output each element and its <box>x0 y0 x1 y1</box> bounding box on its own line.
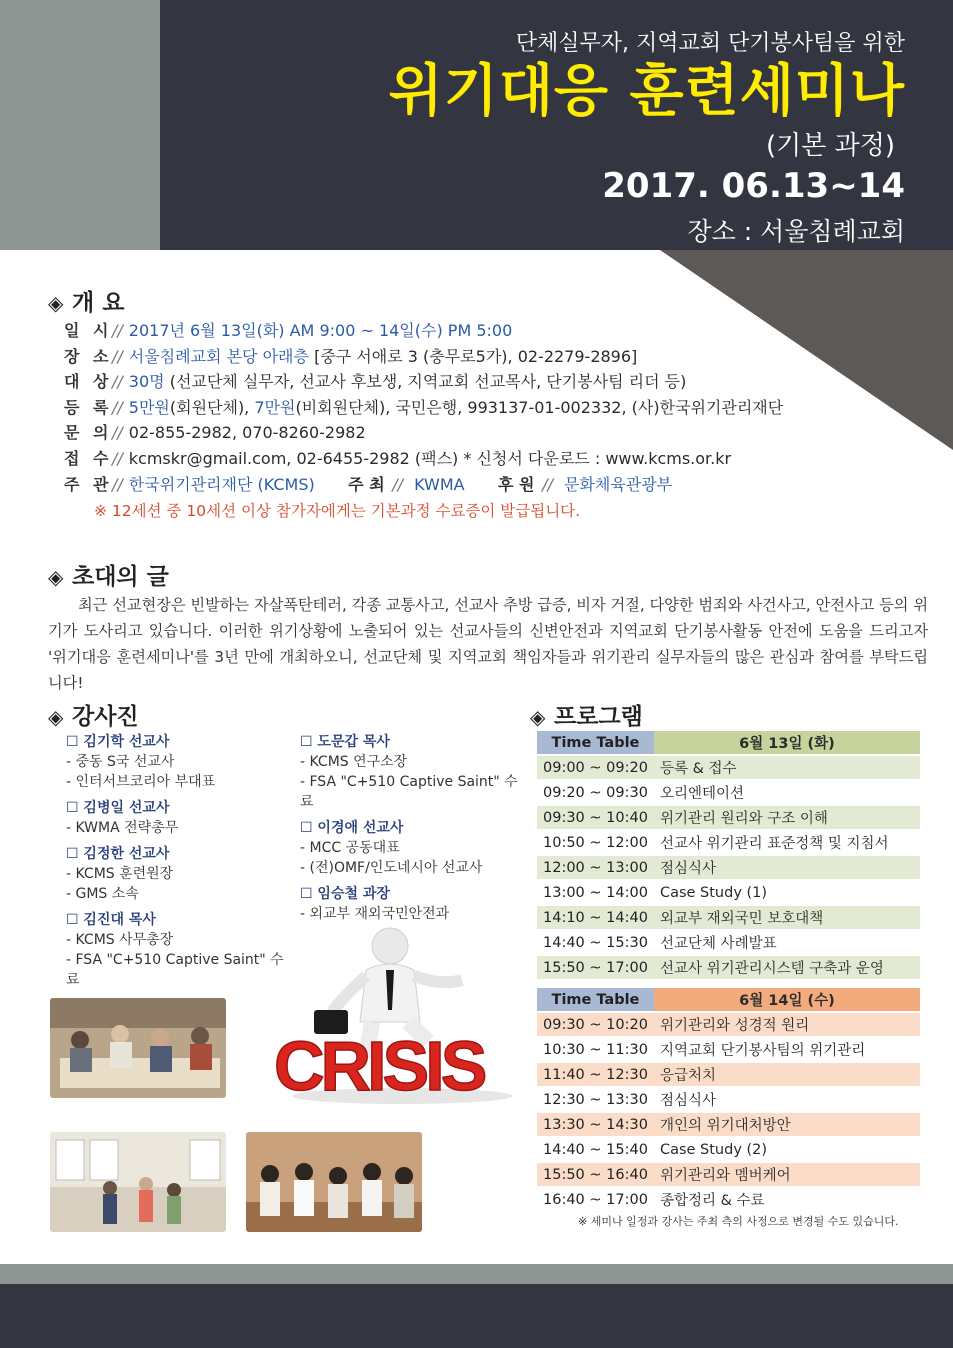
session-title: 위기관리 원리와 구조 이해 <box>654 805 920 830</box>
table-row <box>537 1162 920 1187</box>
session-time: 11:40 ~ 12:30 <box>537 1062 654 1087</box>
course-label: (기본 과정) <box>765 131 895 161</box>
header-grey-block <box>0 0 160 250</box>
speaker-detail: - MCC 공동대표 <box>300 840 400 856</box>
invitation-body: 최근 선교현장은 빈발하는 자살폭탄테러, 각종 교통사고, 선교사 추방 급증, 비자 거절, 다양한 범죄와 사건사고, 안전사고 등의 위기가 도사리고 있습니다. 이러한 위기상황에 노출되어 있는 선교사들의 신변안전과 지역교회 단기봉사활동 안전에 도움을 드리고자 '위기대응 훈련세미나'를 3년 만에 개최하오니, 선교단체 및 지역교회 책임자들과 위기관리 실무자들의 많은 관심과 참여를 부탁드립니다! <box>48 596 928 692</box>
table-row <box>537 1137 920 1162</box>
speaker-detail: - 중동 S국 선교사 <box>66 754 175 770</box>
overview-label: 등 록 <box>64 397 113 417</box>
session-title: 점심식사 <box>654 855 920 880</box>
overview-heading: ◈ 개 요 <box>48 290 125 316</box>
separator-mark: // <box>112 397 123 417</box>
session-title: 오리엔테이션 <box>654 780 920 805</box>
diamond-icon: ◈ <box>530 705 546 729</box>
overview-value: 2017년 6월 13일(화) AM 9:00 ~ 14일(수) PM 5:00 <box>128 321 513 340</box>
overview-value: (회원단체), <box>169 397 255 417</box>
seminar-venue: 장소 : 서울침례교회 <box>687 217 905 246</box>
speaker-detail: - KCMS 사무총장 <box>66 932 174 948</box>
overview-row <box>64 472 924 498</box>
speaker-detail: - FSA "C+510 Captive Saint" 수료 <box>300 774 518 810</box>
session-title: 선교사 위기관리시스템 구축과 운영 <box>654 955 920 980</box>
speaker-name: ☐ 도문갑 목사 <box>300 734 390 750</box>
speaker-name: ☐ 임승철 과장 <box>300 886 390 902</box>
header-text-block <box>389 18 905 248</box>
separator-mark: // <box>112 372 123 392</box>
seminar-photo-3 <box>246 1132 422 1232</box>
overview-value: // <box>542 474 553 494</box>
table-row <box>537 1187 920 1212</box>
session-title: 종합정리 & 수료 <box>654 1187 920 1212</box>
overview-value: 주 최 <box>314 474 391 494</box>
table-row <box>537 1112 920 1137</box>
overview-row <box>64 318 924 344</box>
speaker-detail: - KCMS 훈련원장 <box>66 866 174 882</box>
session-title: 응급처치 <box>654 1062 920 1087</box>
diamond-icon: ◈ <box>48 705 64 729</box>
session-time: 10:30 ~ 11:30 <box>537 1037 654 1062</box>
crisis-text: CRISIS <box>274 1027 484 1105</box>
session-title: 지역교회 단기봉사팀의 위기관리 <box>654 1037 920 1062</box>
speaker-detail: - GMS 소속 <box>66 886 139 902</box>
overview-row <box>64 420 924 446</box>
seminar-photo-1 <box>50 998 226 1098</box>
diamond-icon: ◈ <box>48 565 64 589</box>
speaker-name: ☐ 김정한 선교사 <box>66 846 170 862</box>
overview-list <box>64 318 924 521</box>
footer-grey-band <box>0 1264 953 1284</box>
speaker-detail: - (전)OMF/인도네시아 선교사 <box>300 860 483 876</box>
timetable-header-date: 6월 14일 (수) <box>654 988 920 1012</box>
overview-label: 접 수 <box>64 448 113 468</box>
session-time: 09:30 ~ 10:20 <box>537 1012 654 1037</box>
overview-value: (비회원단체), 국민은행, 993137-01-002332, (사)한국위기관리재단 <box>295 397 784 417</box>
session-title: Case Study (2) <box>654 1137 920 1162</box>
session-time: 10:50 ~ 12:00 <box>537 830 654 855</box>
schedule-change-note: ※ 세미나 일정과 강사는 주최 측의 사정으로 변경될 수도 있습니다. <box>578 1215 899 1228</box>
session-title: 외교부 재외국민 보호대책 <box>654 905 920 930</box>
table-row <box>537 1037 920 1062</box>
overview-value: 후 원 <box>464 474 541 494</box>
session-time: 09:30 ~ 10:40 <box>537 805 654 830</box>
table-row <box>537 755 920 780</box>
timetable-header-label: Time Table <box>537 988 654 1012</box>
session-time: 13:30 ~ 14:30 <box>537 1112 654 1137</box>
overview-value: kcmskr@gmail.com, 02-6455-2982 (팩스) * 신청서 다운로드 : www.kcms.or.kr <box>128 448 732 468</box>
session-title: 위기관리와 멤버케어 <box>654 1162 920 1187</box>
table-row <box>537 905 920 930</box>
timetable-header-label: Time Table <box>537 731 654 755</box>
speakers-column-2 <box>300 732 530 924</box>
overview-label: 장 소 <box>64 346 113 366</box>
table-row <box>537 855 920 880</box>
diamond-icon: ◈ <box>48 291 64 315</box>
speakers-heading: ◈ 강사진 <box>48 704 139 730</box>
session-time: 09:20 ~ 09:30 <box>537 780 654 805</box>
overview-value: (선교단체 실무자, 선교사 후보생, 지역교회 선교목사, 단기봉사팀 리더 등) <box>164 372 687 392</box>
session-time: 14:40 ~ 15:40 <box>537 1137 654 1162</box>
session-time: 14:40 ~ 15:30 <box>537 930 654 955</box>
certificate-note: ※ 12세션 중 10세션 이상 참가자에게는 기본과정 수료증이 발급됩니다. <box>94 502 581 521</box>
timetable-day2 <box>537 988 920 1213</box>
speaker-detail: - KWMA 전략총무 <box>66 820 179 836</box>
timetable-day1 <box>537 731 920 981</box>
overview-value: 7만원 <box>254 397 296 417</box>
separator-mark: // <box>112 448 123 468</box>
overview-value: 5만원 <box>128 397 170 417</box>
overview-row <box>64 446 924 472</box>
timetable-header-date: 6월 13일 (화) <box>654 731 920 755</box>
session-time: 12:30 ~ 13:30 <box>537 1087 654 1112</box>
speaker-detail: - KCMS 연구소장 <box>300 754 408 770</box>
footer-dark-band <box>0 1284 953 1348</box>
separator-mark: // <box>112 321 123 340</box>
session-title: 점심식사 <box>654 1087 920 1112</box>
session-time: 15:50 ~ 16:40 <box>537 1162 654 1187</box>
table-row <box>537 1087 920 1112</box>
session-time: 09:00 ~ 09:20 <box>537 755 654 780</box>
session-title: 선교단체 사례발표 <box>654 930 920 955</box>
table-row <box>537 1012 920 1037</box>
speaker-detail: - FSA "C+510 Captive Saint" 수료 <box>66 952 284 988</box>
session-title: 선교사 위기관리 표준정책 및 지침서 <box>654 830 920 855</box>
session-time: 15:50 ~ 17:00 <box>537 955 654 980</box>
table-row <box>537 805 920 830</box>
overview-row <box>64 369 924 395</box>
overview-value: 02-855-2982, 070-8260-2982 <box>128 423 366 443</box>
seminar-photo-2 <box>50 1132 226 1232</box>
crisis-illustration <box>262 918 512 1108</box>
table-row <box>537 880 920 905</box>
table-row <box>537 1062 920 1087</box>
seminar-title: 위기대응 훈련세미나 <box>388 59 905 124</box>
overview-value: // <box>392 474 404 494</box>
session-title: 등록 & 접수 <box>654 755 920 780</box>
session-time: 13:00 ~ 14:00 <box>537 880 654 905</box>
session-time: 12:00 ~ 13:00 <box>537 855 654 880</box>
seminar-date: 2017. 06.13~14 <box>602 166 905 206</box>
separator-mark: // <box>112 423 123 443</box>
session-title: 위기관리와 성경적 원리 <box>654 1012 920 1037</box>
overview-row <box>64 395 924 421</box>
speaker-detail: - 인터서브코리아 부대표 <box>66 774 216 790</box>
overview-label: 일 시 <box>64 321 113 340</box>
session-time: 14:10 ~ 14:40 <box>537 905 654 930</box>
program-heading: ◈ 프로그램 <box>530 704 643 730</box>
overview-value: 서울침례교회 본당 아래층 <box>128 346 309 366</box>
session-title: 개인의 위기대처방안 <box>654 1112 920 1137</box>
header-subtitle: 단체실무자, 지역교회 단기봉사팀을 위한 <box>515 31 905 56</box>
overview-value: [중구 서애로 3 (충무로5가), 02-2279-2896] <box>308 346 638 366</box>
overview-value: KWMA <box>409 474 465 494</box>
speaker-name: ☐ 김진대 목사 <box>66 912 156 928</box>
overview-label: 문 의 <box>64 423 113 443</box>
session-title: Case Study (1) <box>654 880 920 905</box>
speaker-name: ☐ 이경애 선교사 <box>300 820 404 836</box>
overview-value: 30명 <box>128 372 165 392</box>
session-time: 16:40 ~ 17:00 <box>537 1187 654 1212</box>
table-row <box>537 955 920 980</box>
speaker-detail: - 외교부 재외국민안전과 <box>300 906 450 922</box>
overview-label: 대 상 <box>64 372 113 392</box>
table-row <box>537 780 920 805</box>
separator-mark: // <box>112 346 123 366</box>
speaker-name: ☐ 김기학 선교사 <box>66 734 170 750</box>
table-row <box>537 830 920 855</box>
separator-mark: // <box>112 474 123 494</box>
table-row <box>537 930 920 955</box>
speaker-name: ☐ 김병일 선교사 <box>66 800 170 816</box>
overview-value: 한국위기관리재단 (KCMS) <box>128 474 315 494</box>
overview-label: 주 관 <box>64 474 113 494</box>
invitation-heading: ◈ 초대의 글 <box>48 564 169 590</box>
overview-row <box>64 344 924 370</box>
overview-value: 문화체육관광부 <box>558 474 673 494</box>
